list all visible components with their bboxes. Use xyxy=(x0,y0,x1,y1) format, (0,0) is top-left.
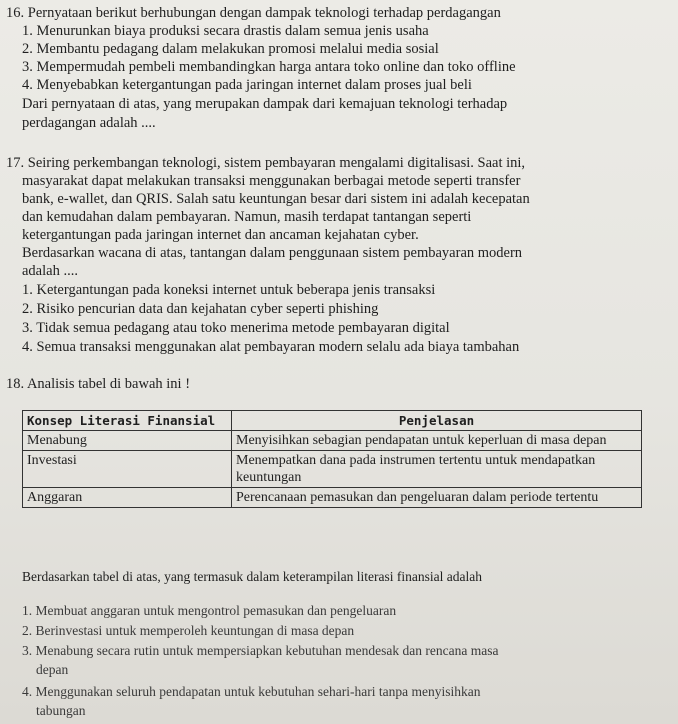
table-cell-concept: Menabung xyxy=(23,431,232,451)
q17-item-1: 1. Ketergantungan pada koneksi internet untuk beberapa jenis transaksi xyxy=(22,282,436,298)
q18-item-4-cont: tabungan xyxy=(36,703,86,718)
table-cell-concept: Investasi xyxy=(23,451,232,488)
q18-question: Berdasarkan tabel di atas, yang termasuk dalam keterampilan literasi finansial adalah xyxy=(22,569,482,584)
table-header-row xyxy=(23,411,642,431)
q17-stem-line-7: adalah .... xyxy=(22,263,78,279)
q16-stem: 16. Pernyataan berikut berhubungan dengan dampak teknologi terhadap perdagangan xyxy=(6,5,501,21)
q18-item-3-cont: depan xyxy=(36,662,69,677)
q18-item-3: 3. Menabung secara rutin untuk mempersiapkan kebutuhan mendesak dan rencana masa xyxy=(22,643,499,658)
q16-question-line-1: Dari pernyataan di atas, yang merupakan dampak dari kemajuan teknologi terhadap xyxy=(22,96,508,112)
q17-item-4: 4. Semua transaksi menggunakan alat pembayaran modern selalu ada biaya tambahan xyxy=(22,339,520,355)
table-header-explanation: Penjelasan xyxy=(232,411,642,431)
q17-stem-line-2: masyarakat dapat melakukan transaksi menggunakan berbagai metode seperti transfer xyxy=(22,173,521,189)
q17-stem-line-3: bank, e-wallet, dan QRIS. Salah satu keuntungan besar dari sistem ini adalah kecepatan xyxy=(22,191,530,207)
table-cell-explanation: Menempatkan dana pada instrumen tertentu untuk mendapatkan keuntungan xyxy=(232,451,642,488)
q18-stem: 18. Analisis tabel di bawah ini ! xyxy=(6,376,191,392)
q17-item-2: 2. Risiko pencurian data dan kejahatan cyber seperti phishing xyxy=(22,301,379,317)
q17-stem-line-6: Berdasarkan wacana di atas, tantangan dalam penggunaan sistem pembayaran modern xyxy=(22,245,523,261)
table-row xyxy=(23,451,642,488)
q17-item-3: 3. Tidak semua pedagang atau toko menerima metode pembayaran digital xyxy=(22,320,450,336)
q16-item-4: 4. Menyebabkan ketergantungan pada jaringan internet dalam proses jual beli xyxy=(22,77,472,93)
q18-item-1: 1. Membuat anggaran untuk mengontrol pemasukan dan pengeluaran xyxy=(22,603,397,618)
q18-item-4: 4. Menggunakan seluruh pendapatan untuk kebutuhan sehari-hari tanpa menyisihkan xyxy=(22,684,481,699)
table-row xyxy=(23,488,642,508)
table-cell-explanation: Menyisihkan sebagian pendapatan untuk keperluan di masa depan xyxy=(232,431,642,451)
q17-stem-line-4: dan kemudahan dalam pembayaran. Namun, masih terdapat tantangan seperti xyxy=(22,209,472,225)
table-header-concept: Konsep Literasi Finansial xyxy=(23,411,232,431)
q16-question-line-2: perdagangan adalah .... xyxy=(22,115,156,131)
q18-item-2: 2. Berinvestasi untuk memperoleh keuntungan di masa depan xyxy=(22,623,355,638)
q16-item-2: 2. Membantu pedagang dalam melakukan promosi melalui media sosial xyxy=(22,41,439,57)
table-cell-explanation: Perencanaan pemasukan dan pengeluaran dalam periode tertentu xyxy=(232,488,642,508)
table-cell-concept: Anggaran xyxy=(23,488,232,508)
q17-stem-line-1: 17. Seiring perkembangan teknologi, sistem pembayaran mengalami digitalisasi. Saat ini, xyxy=(6,155,526,171)
literacy-table xyxy=(22,410,642,508)
table-row xyxy=(23,431,642,451)
q16-item-3: 3. Mempermudah pembeli membandingkan harga antara toko online dan toko offline xyxy=(22,59,516,75)
q16-item-1: 1. Menurunkan biaya produksi secara drastis dalam semua jenis usaha xyxy=(22,23,429,39)
q17-stem-line-5: ketergantungan pada jaringan internet dan ancaman kejahatan cyber. xyxy=(22,227,419,243)
